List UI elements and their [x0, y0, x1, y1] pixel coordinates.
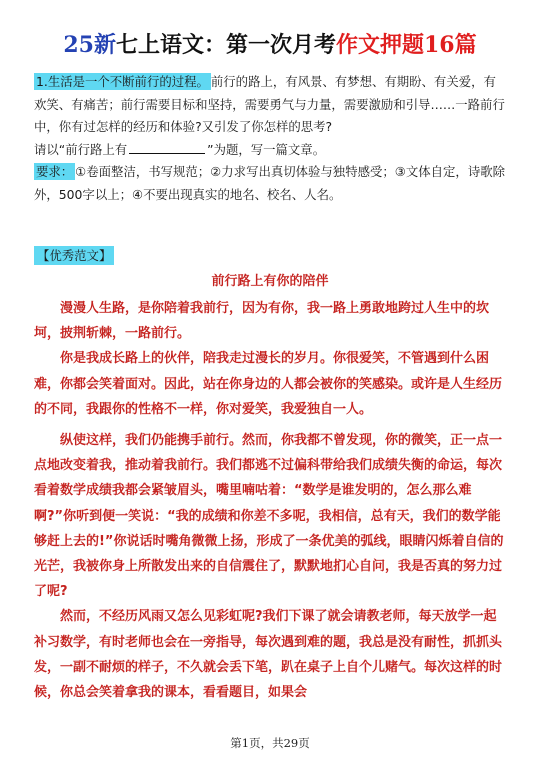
prompt-task-start: 请以“前行路上有	[34, 141, 128, 157]
title-prefix: 25新	[63, 32, 116, 58]
prompt-body: 前行的路上，有风景、有梦想、有期盼、有关爱，有欢笑、有痛苦；前行需要目标和坚持，需要勇气与力量，需要激励和引导……一路前行中，你有过怎样的经历和体验?又引发了你怎样的思考?	[34, 74, 505, 134]
title-highlight: 作文押题16篇	[336, 32, 477, 58]
essay-paragraph: 你是我成长路上的伙伴，陪我走过漫长的岁月。你很爱笑，不管遇到什么困难，你都会笑着面对。因此，站在你身边的人都会被你的笑感染。或许是人生经历的不同，我跟你的性格不一样，你对爱笑，我爱独自一人。	[34, 351, 503, 417]
essay-prompt	[34, 71, 508, 206]
essay-paragraph: 然而，不经历风雨又怎么见彩虹呢?我们下课了就会请教老师，每天放学一起补习数学，有时老师也会在一旁指导，每次遇到难的题，我总是没有耐性，抓抓头发，一副不耐烦的样子，不久就会丢下笔，趴在桌子上自个儿赌气。每次这样的时候，你总会笑着拿我的课本，看看题目，如果会	[34, 609, 503, 701]
requirements-text: ①卷面整洁，书写规范；②力求写出真切体验与独特感受；③文体自定，诗歌除外，500字以上；④不要出现真实的地名、校名、人名。	[34, 164, 505, 202]
essay-body	[34, 296, 508, 705]
section-label-text: 【优秀范文】	[34, 246, 114, 265]
essay-paragraph: 纵使这样，我们仍能携手前行。然而，你我都不曾发现，你的微笑，正一点一点地改变着我，推动着我前行。我们都逃不过偏科带给我们成绩失衡的命运，每次看着数学成绩我都会紧皱眉头，嘴里喃咕着：“数学是谁发明的，怎么那么难啊?”你听到便一笑说：“我的成绩和你差不多呢，我相信，总有天，我们的数学能够赶上去的!”你说话时嘴角微微上扬，形成了一条优美的弧线，眼睛闪烁着自信的光芒，我被你身上所散发出来的自信震住了，默默地扪心自问，我是否真的努力过了呢?	[34, 433, 504, 600]
page-title	[0, 30, 540, 60]
section-label	[34, 248, 114, 264]
prompt-highlight: 1.生活是一个不断前行的过程。	[36, 74, 209, 89]
page-number: 第1页，共29页	[230, 736, 310, 750]
prompt-task-end: ”为题，写一篇文章。	[207, 141, 326, 157]
essay-paragraph: 漫漫人生路，是你陪着我前行，因为有你，我一路上勇敢地跨过人生中的坎坷，披荆斩棘，一路前行。	[34, 301, 490, 342]
essay-title: 前行路上有你的陪伴	[211, 274, 329, 289]
fill-blank	[129, 141, 205, 154]
title-main: 七上语文：第一次月考	[115, 32, 336, 58]
requirements-label: 要求：	[36, 164, 74, 179]
